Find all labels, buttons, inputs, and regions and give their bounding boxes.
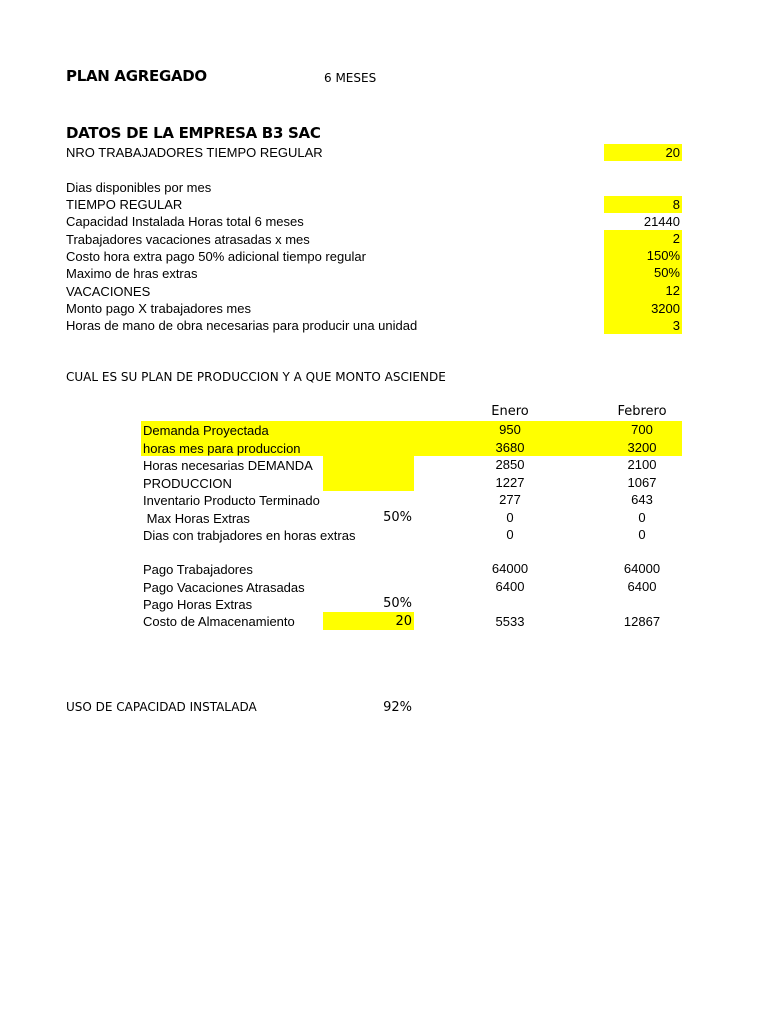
- plan-row-label: horas mes para produccion: [143, 441, 301, 456]
- plan-value: 0: [506, 527, 514, 542]
- capacity-value: 92%: [383, 700, 412, 715]
- plan-row-label: Pago Vacaciones Atrasadas: [143, 580, 305, 595]
- plan-value: 0: [506, 510, 514, 525]
- plan-row-label: Dias con trabjadores en horas extras: [143, 528, 356, 543]
- plan-value: 2100: [627, 457, 657, 472]
- plan-value: 64000: [491, 561, 529, 576]
- plan-param: 50%: [383, 596, 412, 611]
- plan-value: 5533: [495, 614, 525, 629]
- month-header: Enero: [491, 404, 529, 419]
- plan-row-label: Horas necesarias DEMANDA: [143, 458, 313, 473]
- plan-param: 50%: [383, 510, 412, 525]
- plan-value: 700: [631, 422, 653, 437]
- company-row-label: Maximo de hras extras: [66, 266, 198, 281]
- plan-row-label: Max Horas Extras: [143, 511, 250, 526]
- company-row-label: Horas de mano de obra necesarias para producir una unidad: [66, 318, 418, 333]
- plan-value: 6400: [627, 579, 657, 594]
- company-row-value: 50%: [653, 265, 680, 280]
- company-row-label: VACACIONES: [66, 284, 151, 299]
- company-row-label: Monto pago X trabajadores mes: [66, 301, 251, 316]
- company-row-label: Costo hora extra pago 50% adicional tiempo regular: [66, 249, 366, 264]
- company-row-value: 21440: [643, 214, 680, 229]
- period-label: 6 MESES: [324, 71, 377, 85]
- plan-row-label: PRODUCCION: [143, 476, 232, 491]
- plan-row-label: Demanda Proyectada: [143, 423, 269, 438]
- plan-row-label: Pago Horas Extras: [143, 597, 253, 612]
- company-row-value: 2: [672, 231, 680, 246]
- company-row-label: TIEMPO REGULAR: [66, 197, 183, 212]
- plan-value: 0: [638, 527, 646, 542]
- plan-value: 0: [638, 510, 646, 525]
- plan-value: 643: [631, 492, 653, 507]
- question-text: CUAL ES SU PLAN DE PRODUCCION Y A QUE MONTO ASCIENDE: [66, 370, 446, 384]
- company-row-value: 8: [672, 197, 680, 212]
- company-row-label: NRO TRABAJADORES TIEMPO REGULAR: [66, 145, 323, 160]
- company-row-value: 3200: [651, 301, 680, 316]
- company-row-label: Trabajadores vacaciones atrasadas x mes: [66, 232, 310, 247]
- plan-value: 950: [499, 422, 521, 437]
- plan-param: 20: [395, 614, 412, 629]
- plan-value: 3200: [627, 440, 657, 455]
- company-row-value: 3: [672, 318, 680, 333]
- plan-value: 6400: [495, 579, 525, 594]
- plan-value: 3680: [495, 440, 525, 455]
- company-row-label: Capacidad Instalada Horas total 6 meses: [66, 214, 304, 229]
- plan-row-label: Pago Trabajadores: [143, 562, 253, 577]
- company-title: DATOS DE LA EMPRESA B3 SAC: [66, 124, 321, 142]
- page-title: PLAN AGREGADO: [66, 67, 207, 85]
- capacity-label: USO DE CAPACIDAD INSTALADA: [66, 700, 257, 714]
- plan-value: 64000: [623, 561, 661, 576]
- company-row-value: 20: [665, 145, 680, 160]
- company-row-label: Dias disponibles por mes: [66, 180, 212, 195]
- plan-value: 12867: [623, 614, 661, 629]
- plan-row-label: Costo de Almacenamiento: [143, 614, 295, 629]
- company-row-value: 150%: [646, 248, 680, 263]
- plan-value: 277: [499, 492, 521, 507]
- plan-value: 1227: [495, 475, 525, 490]
- company-row-value: 12: [665, 283, 680, 298]
- highlight-cell: [323, 456, 414, 491]
- plan-value: 1067: [627, 475, 657, 490]
- month-header: Febrero: [617, 404, 667, 419]
- plan-value: 2850: [495, 457, 525, 472]
- plan-row-label: Inventario Producto Terminado: [143, 493, 320, 508]
